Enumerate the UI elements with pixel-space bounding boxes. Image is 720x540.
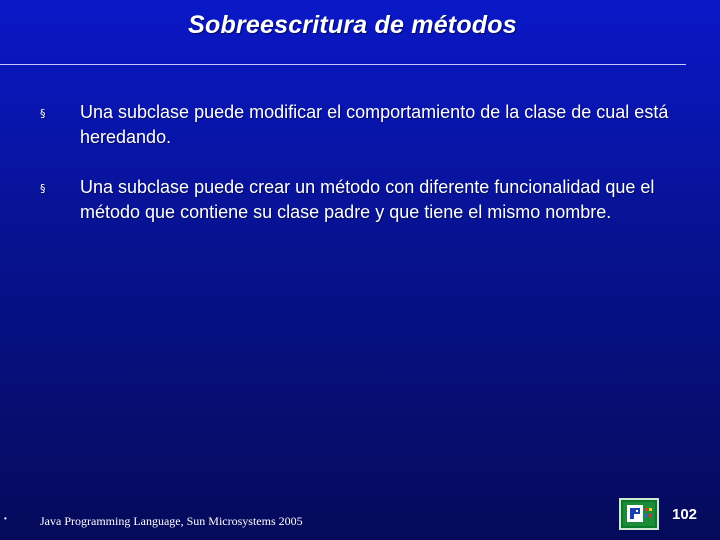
bullet-item — [40, 175, 680, 225]
footer-source: Java Programming Language, Sun Microsystems 2005 — [40, 514, 303, 528]
slide-title: Sobreescritura de métodos — [188, 11, 517, 39]
bullet-text: Una subclase puede crear un método con diferente funcionalidad que el método que contiene su clase padre y que tiene el mismo nombre. — [80, 177, 655, 222]
bullet-item — [40, 100, 680, 150]
page-number: 102 — [672, 506, 698, 523]
bullet-text: Una subclase puede modificar el comportamiento de la clase de cual está heredando. — [80, 102, 669, 147]
bullet-marker: § — [40, 182, 46, 195]
bullet-list — [40, 100, 680, 250]
footer-bullet: • — [4, 514, 7, 523]
bullet-marker: § — [40, 107, 46, 120]
title-divider — [0, 64, 686, 65]
presentation-logo-icon — [619, 498, 659, 530]
